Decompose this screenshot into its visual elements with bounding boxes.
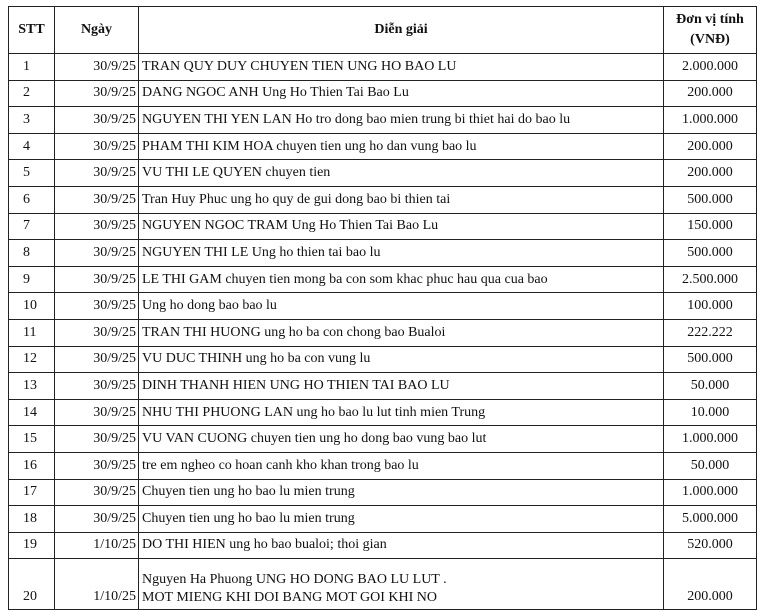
table-row [9, 426, 757, 453]
cell-stt: 14 [9, 399, 55, 426]
cell-amount: 10.000 [664, 399, 757, 426]
cell-amount: 200.000 [664, 133, 757, 160]
cell-description: NHU THI PHUONG LAN ung ho bao lu lut tinh mien Trung [139, 399, 664, 426]
cell-date: 30/9/25 [55, 373, 139, 400]
cell-description: tre em ngheo co hoan canh kho khan trong bao lu [139, 452, 664, 479]
table-row [9, 107, 757, 134]
cell-stt: 11 [9, 319, 55, 346]
cell-description-line-1: Nguyen Ha Phuong UNG HO DONG BAO LU LUT . [142, 572, 447, 588]
cell-date: 30/9/25 [55, 213, 139, 240]
cell-date: 30/9/25 [55, 452, 139, 479]
cell-stt: 2 [9, 80, 55, 107]
cell-stt: 17 [9, 479, 55, 506]
cell-date: 30/9/25 [55, 80, 139, 107]
cell-amount: 50.000 [664, 452, 757, 479]
cell-description: Chuyen tien ung ho bao lu mien trung [139, 506, 664, 533]
cell-description: TRAN THI HUONG ung ho ba con chong bao Bualoi [139, 319, 664, 346]
cell-stt: 12 [9, 346, 55, 373]
cell-description: DINH THANH HIEN UNG HO THIEN TAI BAO LU [139, 373, 664, 400]
cell-date: 30/9/25 [55, 399, 139, 426]
cell-stt: 4 [9, 133, 55, 160]
cell-description: LE THI GAM chuyen tien mong ba con som khac phuc hau qua cua bao [139, 266, 664, 293]
cell-description: DO THI HIEN ung ho bao bualoi; thoi gian [139, 532, 664, 559]
cell-date: 30/9/25 [55, 186, 139, 213]
cell-stt: 10 [9, 293, 55, 320]
table-row [9, 133, 757, 160]
cell-date: 30/9/25 [55, 319, 139, 346]
cell-description: NGUYEN THI YEN LAN Ho tro dong bao mien trung bi thiet hai do bao lu [139, 107, 664, 134]
cell-amount: 50.000 [664, 373, 757, 400]
cell-date: 30/9/25 [55, 426, 139, 453]
cell-stt: 15 [9, 426, 55, 453]
cell-stt: 1 [9, 54, 55, 81]
cell-description: Tran Huy Phuc ung ho quy de gui dong bao bi thien tai [139, 186, 664, 213]
donation-ledger [8, 6, 756, 610]
cell-date: 30/9/25 [55, 54, 139, 81]
header-amount-unit: Đơn vị tính [676, 12, 744, 27]
cell-date: 1/10/25 [55, 532, 139, 559]
table-row [9, 160, 757, 187]
table-row [9, 240, 757, 267]
cell-description-line-2: MOT MIENG KHI DOI BANG MOT GOI KHI NO [142, 590, 438, 606]
table-row [9, 266, 757, 293]
cell-description: DANG NGOC ANH Ung Ho Thien Tai Bao Lu [139, 80, 664, 107]
cell-amount: 2.000.000 [664, 54, 757, 81]
table-body [9, 54, 757, 610]
header-description: Diễn giải [139, 7, 664, 54]
cell-stt: 20 [9, 559, 55, 610]
cell-stt: 9 [9, 266, 55, 293]
cell-description: NGUYEN NGOC TRAM Ung Ho Thien Tai Bao Lu [139, 213, 664, 240]
cell-description: VU VAN CUONG chuyen tien ung ho dong bao vung bao lut [139, 426, 664, 453]
table-row [9, 399, 757, 426]
table-row [9, 452, 757, 479]
cell-description: PHAM THI KIM HOA chuyen tien ung ho dan vung bao lu [139, 133, 664, 160]
cell-description: VU DUC THINH ung ho ba con vung lu [139, 346, 664, 373]
cell-description: Ung ho dong bao bao lu [139, 293, 664, 320]
cell-date: 1/10/25 [55, 559, 139, 610]
table-row [9, 186, 757, 213]
donation-table [8, 6, 757, 610]
table-row [9, 506, 757, 533]
cell-amount: 150.000 [664, 213, 757, 240]
cell-stt: 5 [9, 160, 55, 187]
cell-stt: 13 [9, 373, 55, 400]
cell-amount: 100.000 [664, 293, 757, 320]
table-row [9, 80, 757, 107]
cell-amount: 200.000 [664, 80, 757, 107]
cell-description [139, 559, 664, 610]
cell-amount: 1.000.000 [664, 426, 757, 453]
cell-date: 30/9/25 [55, 293, 139, 320]
cell-amount: 500.000 [664, 240, 757, 267]
table-row [9, 373, 757, 400]
table-row [9, 293, 757, 320]
table-row [9, 479, 757, 506]
cell-amount: 200.000 [664, 160, 757, 187]
cell-date: 30/9/25 [55, 479, 139, 506]
cell-amount: 500.000 [664, 346, 757, 373]
cell-description: NGUYEN THI LE Ung ho thien tai bao lu [139, 240, 664, 267]
cell-amount: 1.000.000 [664, 479, 757, 506]
cell-amount: 520.000 [664, 532, 757, 559]
table-header [9, 7, 757, 54]
cell-amount: 1.000.000 [664, 107, 757, 134]
header-amount-currency: (VNĐ) [690, 32, 730, 47]
cell-amount: 222.222 [664, 319, 757, 346]
cell-description: TRAN QUY DUY CHUYEN TIEN UNG HO BAO LU [139, 54, 664, 81]
cell-date: 30/9/25 [55, 266, 139, 293]
table-row [9, 532, 757, 559]
cell-date: 30/9/25 [55, 506, 139, 533]
cell-amount: 5.000.000 [664, 506, 757, 533]
cell-amount: 500.000 [664, 186, 757, 213]
cell-date: 30/9/25 [55, 133, 139, 160]
table-row [9, 319, 757, 346]
table-row [9, 346, 757, 373]
cell-date: 30/9/25 [55, 240, 139, 267]
cell-amount: 200.000 [664, 559, 757, 610]
cell-stt: 3 [9, 107, 55, 134]
header-amount [664, 7, 757, 54]
table-row-last [9, 559, 757, 610]
cell-stt: 18 [9, 506, 55, 533]
cell-amount: 2.500.000 [664, 266, 757, 293]
cell-stt: 6 [9, 186, 55, 213]
cell-date: 30/9/25 [55, 346, 139, 373]
cell-date: 30/9/25 [55, 107, 139, 134]
table-row [9, 213, 757, 240]
cell-stt: 19 [9, 532, 55, 559]
cell-description: VU THI LE QUYEN chuyen tien [139, 160, 664, 187]
cell-stt: 16 [9, 452, 55, 479]
table-row [9, 54, 757, 81]
cell-description: Chuyen tien ung ho bao lu mien trung [139, 479, 664, 506]
header-date: Ngày [55, 7, 139, 54]
header-stt: STT [9, 7, 55, 54]
cell-stt: 7 [9, 213, 55, 240]
cell-date: 30/9/25 [55, 160, 139, 187]
cell-stt: 8 [9, 240, 55, 267]
